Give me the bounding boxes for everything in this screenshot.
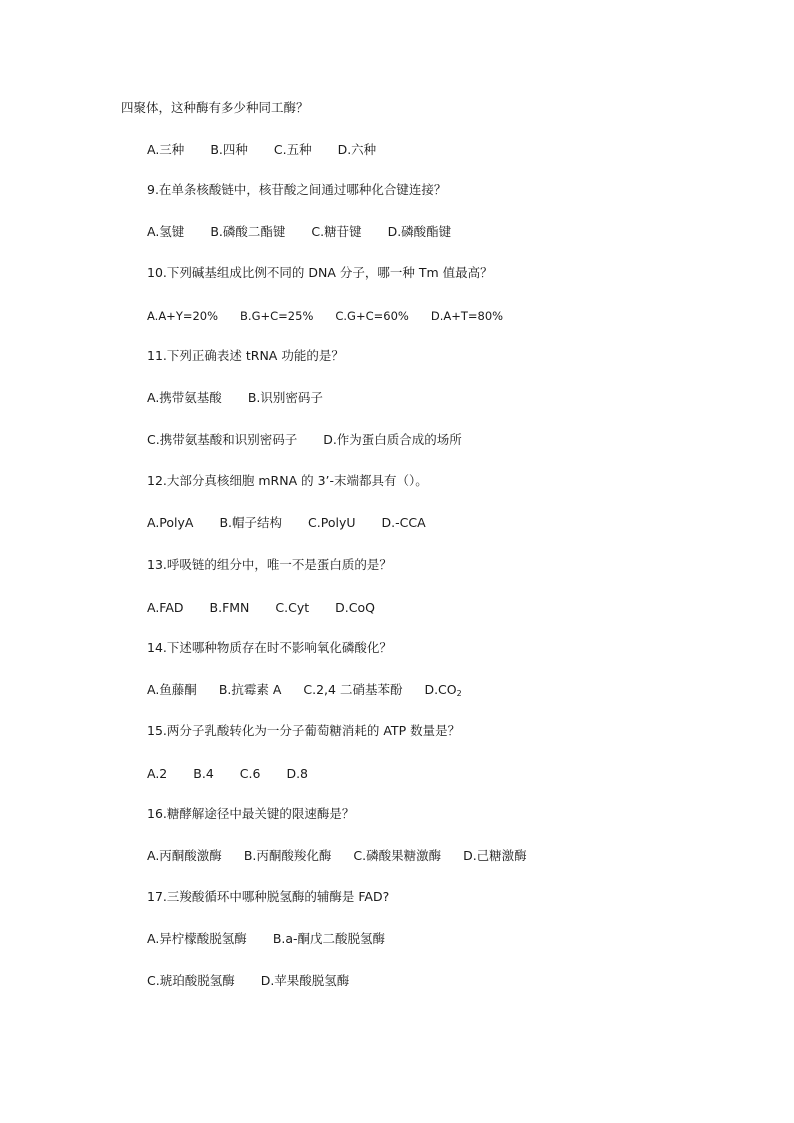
option-d: D.己糖激酶 (463, 848, 527, 863)
option-a: A.丙酮酸激酶 (147, 848, 222, 863)
option-c: C.琥珀酸脱氢酶 (147, 973, 235, 988)
option-a: A.三种 (147, 142, 185, 157)
option-a: A.2 (147, 766, 168, 781)
option-d: D.作为蛋白质合成的场所 (323, 432, 462, 447)
option-b: B.a-酮戊二酸脱氢酶 (272, 931, 386, 946)
option-c: C.糖苷键 (311, 224, 362, 239)
option-d: D.CoQ (335, 600, 375, 615)
question-15-options (147, 766, 308, 782)
question-8-options (147, 142, 376, 158)
option-d: D.苹果酸脱氢酶 (260, 973, 350, 988)
option-b: B.G+C=25% (240, 309, 314, 323)
question-11-options-row2 (147, 432, 462, 448)
question-15: 15.两分子乳酸转化为一分子葡萄糖消耗的 ATP 数量是？ (147, 723, 461, 738)
question-10-options (147, 308, 503, 324)
option-c: C.PolyU (308, 515, 356, 530)
question-8-tail: 四聚体，这种酶有多少种同工酶？ (121, 100, 309, 115)
option-b: B.识别密码子 (247, 390, 323, 405)
option-d: D.-CCA (381, 515, 426, 530)
option-c: C.2,4 二硝基苯酚 (303, 682, 403, 697)
option-b: B.帽子结构 (219, 515, 283, 530)
option-a: A.A+Y=20% (147, 309, 219, 323)
question-9: 9.在单条核酸链中，核苷酸之间通过哪种化合键连接？ (147, 182, 447, 197)
option-a: A.鱼藤酮 (147, 682, 197, 697)
option-c: C.磷酸果糖激酶 (353, 848, 442, 863)
option-a: A.PolyA (147, 515, 194, 530)
question-16: 16.糖酵解途径中最关键的限速酶是？ (147, 806, 355, 821)
question-12-options (147, 515, 426, 531)
question-14-options (147, 682, 462, 702)
option-b: B.FMN (209, 600, 250, 615)
question-17-options-row1 (147, 931, 385, 947)
option-d-text: D.CO (424, 682, 457, 697)
question-13-options (147, 600, 375, 616)
question-12: 12.大部分真核细胞 mRNA 的 3’-末端都具有（）。 (147, 473, 428, 488)
option-c: C.五种 (273, 142, 312, 157)
question-16-options (147, 848, 527, 864)
option-d (424, 682, 461, 702)
option-d: D.磷酸酯键 (387, 224, 452, 239)
question-14: 14.下述哪种物质存在时不影响氧化磷酸化？ (147, 640, 392, 655)
question-11-options-row1 (147, 390, 323, 406)
question-11: 11.下列正确表述 tRNA 功能的是？ (147, 348, 344, 363)
option-a: A.携带氨基酸 (147, 390, 222, 405)
question-17: 17.三羧酸循环中哪种脱氢酶的辅酶是 FAD? (147, 889, 390, 904)
option-b: B.磷酸二酯键 (210, 224, 286, 239)
option-d: D.8 (286, 766, 308, 781)
option-c: C.6 (239, 766, 261, 781)
option-a: A.氢键 (147, 224, 185, 239)
option-c: C.携带氨基酸和识别密码子 (147, 432, 298, 447)
question-9-options (147, 224, 451, 240)
option-d-subscript: 2 (456, 689, 462, 698)
question-13: 13.呼吸链的组分中，唯一不是蛋白质的是？ (147, 557, 392, 572)
question-10: 10.下列碱基组成比例不同的 DNA 分子，哪一种 Tm 值最高？ (147, 265, 493, 280)
option-b: B.丙酮酸羧化酶 (243, 848, 332, 863)
option-b: B.抗霉素 A (218, 682, 282, 697)
option-c: C.G+C=60% (335, 309, 409, 323)
option-d: D.六种 (337, 142, 377, 157)
option-d: D.A+T=80% (430, 309, 504, 323)
question-17-options-row2 (147, 973, 349, 989)
option-b: B.4 (193, 766, 214, 781)
option-a: A.FAD (147, 600, 184, 615)
option-c: C.Cyt (275, 600, 310, 615)
option-a: A.异柠檬酸脱氢酶 (147, 931, 247, 946)
option-b: B.四种 (210, 142, 248, 157)
